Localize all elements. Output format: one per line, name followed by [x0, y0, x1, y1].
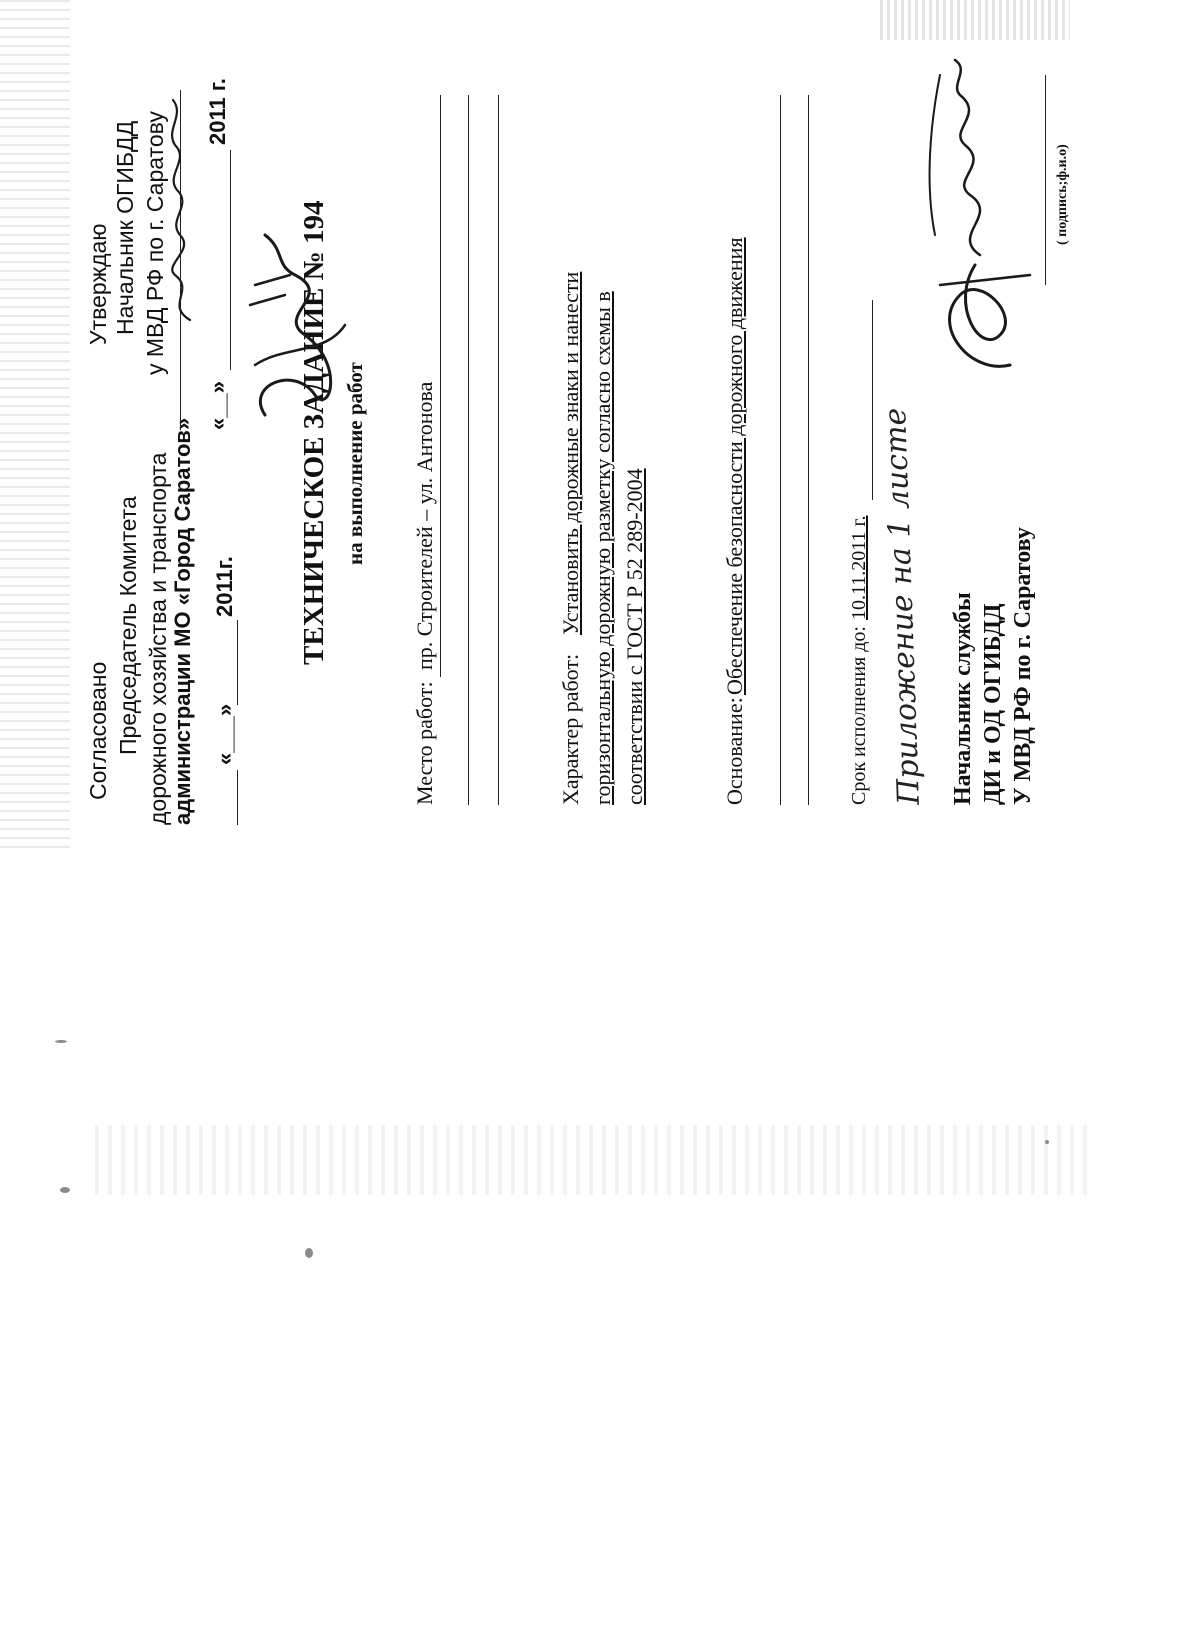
approval-right-line2: у МВД РФ по г. Саратову — [142, 111, 168, 375]
speck — [305, 1248, 313, 1258]
underline — [440, 95, 441, 677]
signatory-line2: ДИ и ОД ОГИБДД — [980, 603, 1006, 805]
nature-line1: Установить дорожные знаки и нанести — [558, 271, 583, 635]
speck — [55, 1040, 67, 1043]
deadline-label: Срок исполнения до: — [848, 626, 870, 805]
blank-line — [498, 95, 499, 805]
signature-approver — [235, 225, 365, 425]
signature-handwritten-name — [155, 90, 205, 330]
speck — [1045, 1140, 1049, 1144]
handwritten-appendix-note: Приложение на 1 листе — [878, 407, 927, 806]
place-label: Место работ: — [412, 681, 437, 805]
blank-line — [808, 95, 809, 805]
nature-label: Характер работ: — [558, 653, 583, 805]
approval-left-date-open: «___» — [212, 703, 237, 765]
approval-right-line1: Начальник ОГИБДД — [112, 120, 138, 335]
place-value: пр. Строителей – ул. Антонова — [412, 381, 437, 670]
basis-label: Основание: — [722, 697, 747, 805]
document-title: ТЕХНИЧЕСКОЕ ЗАДАНИЕ № 194 — [298, 200, 330, 665]
scan-noise — [880, 0, 1070, 40]
signature-line — [1045, 75, 1046, 285]
scan-noise — [95, 1125, 1090, 1195]
basis-value: Обеспечение безопасности дорожного движения — [722, 237, 747, 695]
rotated-document — [85, 65, 1090, 845]
date-line — [237, 620, 238, 705]
deadline-value: 10.11.2011 г. — [848, 515, 870, 620]
signature-caption: ( подпись;ф.и.о) — [1055, 144, 1070, 245]
scan-noise — [0, 0, 70, 850]
underline — [872, 300, 873, 500]
date-line — [237, 770, 238, 825]
signature-signatory — [920, 55, 1045, 385]
speck — [60, 1187, 70, 1193]
nature-line2: горизонтальную дорожную разметку согласно схемы в — [590, 291, 615, 805]
blank-line — [468, 95, 469, 805]
approval-left-date-year: 2011г. — [212, 556, 237, 617]
approval-left-title: Согласовано — [85, 661, 111, 800]
signatory-line3: У МВД РФ по г. Саратову — [1010, 527, 1036, 805]
signatory-line1: Начальник службы — [950, 592, 976, 805]
nature-line3: соответствии с ГОСТ Р 52 289-2004 — [622, 468, 647, 805]
approval-left-line3: администрации МО «Город Саратов» — [170, 417, 195, 825]
blank-line — [780, 95, 781, 805]
approval-right-date-open: «__» — [205, 381, 230, 430]
approval-left-line1: Председатель Комитета — [115, 496, 141, 755]
approval-right-date-year: 2011 г. — [205, 78, 230, 145]
document-subtitle: на выполнение работ — [343, 362, 367, 565]
approval-right-title: Утверждаю — [85, 223, 111, 345]
approval-left-line2: дорожного хозяйства и транспорта — [145, 452, 171, 825]
date-line — [230, 150, 231, 370]
